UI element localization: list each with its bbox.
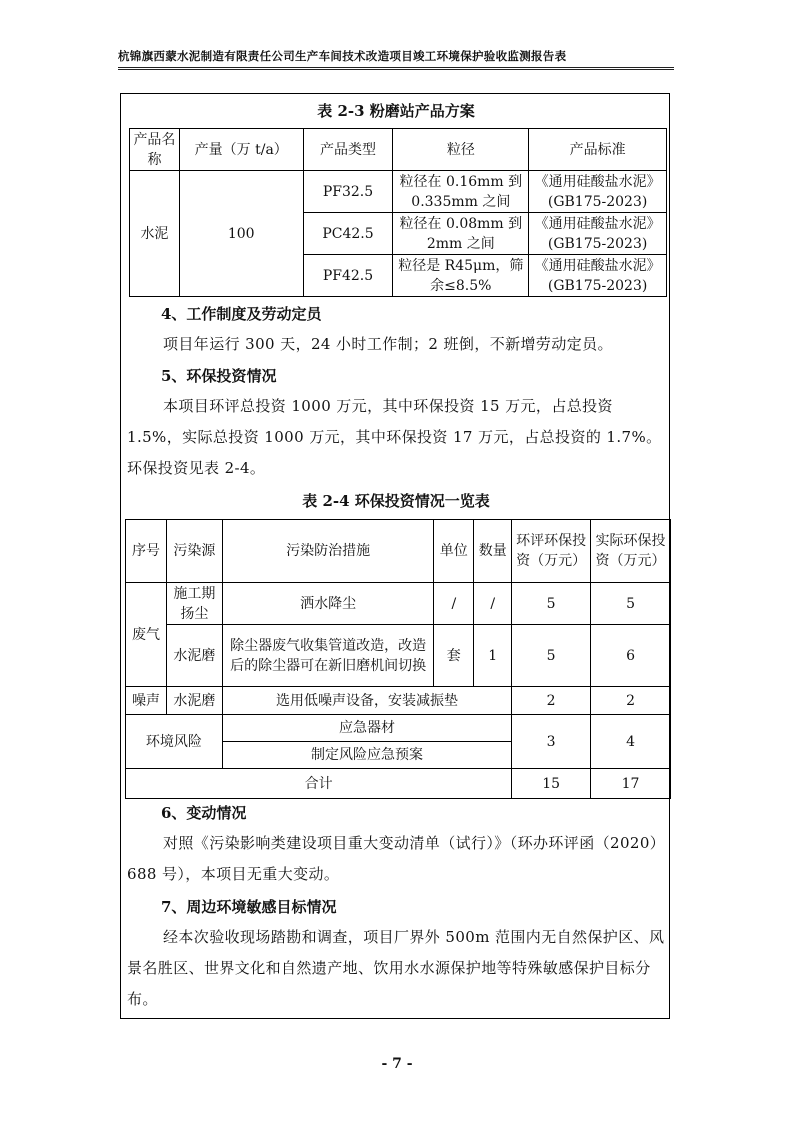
eia-investment-cell: 3 (512, 715, 591, 769)
report-header: 杭锦旗西蒙水泥制造有限责任公司生产车间技术改造项目竣工环境保护验收监测报告表 (118, 49, 567, 63)
table-2-3-caption: 表 2-3 粉磨站产品方案 (317, 102, 475, 120)
actual-investment-cell: 5 (591, 583, 671, 625)
section-4-heading: 4、工作制度及劳动定员 (161, 305, 322, 323)
exhaust-gas-label: 废气 (126, 583, 167, 687)
actual-investment-cell: 6 (591, 625, 671, 687)
pollution-source-cell: 水泥磨 (166, 625, 222, 687)
quantity-cell: / (474, 583, 512, 625)
table-2-4-header: 序号 (126, 520, 167, 583)
measure-cell: 应急器材 (222, 715, 511, 742)
table-2-3-header: 产品类型 (303, 129, 393, 171)
table-2-3-header: 产量（万 t/a） (179, 129, 303, 171)
standard-cell: 《通用硅酸盐水泥》(GB175-2023) (529, 171, 667, 213)
particle-size-cell: 粒径在 0.16mm 到 0.335mm 之间 (393, 171, 529, 213)
header-divider (118, 67, 674, 70)
standard-cell: 《通用硅酸盐水泥》(GB175-2023) (529, 255, 667, 297)
section-6-text: 对照《污染影响类建设项目重大变动清单（试行）》（环办环评函（2020）688 号），本项目无重大变动。 (127, 834, 666, 883)
table-2-4 (125, 519, 671, 799)
noise-label: 噪声 (126, 687, 167, 715)
table-2-3 (129, 128, 667, 297)
section-7-text: 经本次验收现场踏勘和调查，项目厂界外 500m 范围内无自然保护区、风景名胜区、世界文化和自然遗产地、饮用水水源保护地等特殊敏感保护目标分布。 (127, 928, 665, 1008)
table-2-4-header: 污染防治措施 (222, 520, 434, 583)
actual-investment-cell: 2 (591, 687, 671, 715)
unit-cell: 套 (434, 625, 474, 687)
table-2-4-header: 实际环保投资（万元） (591, 520, 671, 583)
section-7-heading: 7、周边环境敏感目标情况 (161, 898, 337, 916)
actual-investment-total: 17 (591, 769, 671, 799)
table-2-4-caption: 表 2-4 环保投资情况一览表 (302, 492, 490, 510)
environmental-risk-label: 环境风险 (126, 715, 223, 769)
page-number: - 7 - (381, 1056, 413, 1072)
section-4-text: 项目年运行 300 天，24 小时工作制；2 班倒，不新增劳动定员。 (163, 335, 613, 353)
quantity-cell: 1 (474, 625, 512, 687)
table-2-3-header: 产品标准 (529, 129, 667, 171)
unit-cell: / (434, 583, 474, 625)
product-type-cell: PF42.5 (303, 255, 393, 297)
table-2-4-header: 数量 (474, 520, 512, 583)
product-type-cell: PC42.5 (303, 213, 393, 255)
table-2-4-header: 污染源 (166, 520, 222, 583)
section-5-heading: 5、环保投资情况 (161, 367, 277, 385)
actual-investment-cell: 4 (591, 715, 671, 769)
table-2-3-header: 产品名称 (130, 129, 180, 171)
section-6-heading: 6、变动情况 (161, 804, 247, 822)
measure-cell: 除尘器废气收集管道改造，改造后的除尘器可在新旧磨机间切换 (222, 625, 434, 687)
table-2-3-header: 粒径 (393, 129, 529, 171)
particle-size-cell: 粒径是 R45μm，筛余≤8.5% (393, 255, 529, 297)
product-name-cell: 水泥 (130, 171, 180, 297)
measure-cell: 洒水降尘 (222, 583, 434, 625)
table-2-4-header: 环评环保投资（万元） (512, 520, 591, 583)
pollution-source-cell: 施工期扬尘 (166, 583, 222, 625)
content-frame (120, 93, 670, 1019)
measure-cell: 选用低噪声设备，安装减振垫 (222, 687, 511, 715)
standard-cell: 《通用硅酸盐水泥》(GB175-2023) (529, 213, 667, 255)
eia-investment-cell: 2 (512, 687, 591, 715)
pollution-source-cell: 水泥磨 (166, 687, 222, 715)
section-5-text: 本项目环评总投资 1000 万元，其中环保投资 15 万元，占总投资 1.5%，实际总投资 1000 万元，其中环保投资 17 万元，占总投资的 1.7%。环保投资见表 2-4。 (127, 397, 662, 477)
table-2-4-header: 单位 (434, 520, 474, 583)
capacity-cell: 100 (179, 171, 303, 297)
measure-cell: 制定风险应急预案 (222, 742, 511, 769)
product-type-cell: PF32.5 (303, 171, 393, 213)
eia-investment-cell: 5 (512, 625, 591, 687)
eia-investment-total: 15 (512, 769, 591, 799)
total-label: 合计 (126, 769, 512, 799)
particle-size-cell: 粒径在 0.08mm 到 2mm 之间 (393, 213, 529, 255)
eia-investment-cell: 5 (512, 583, 591, 625)
